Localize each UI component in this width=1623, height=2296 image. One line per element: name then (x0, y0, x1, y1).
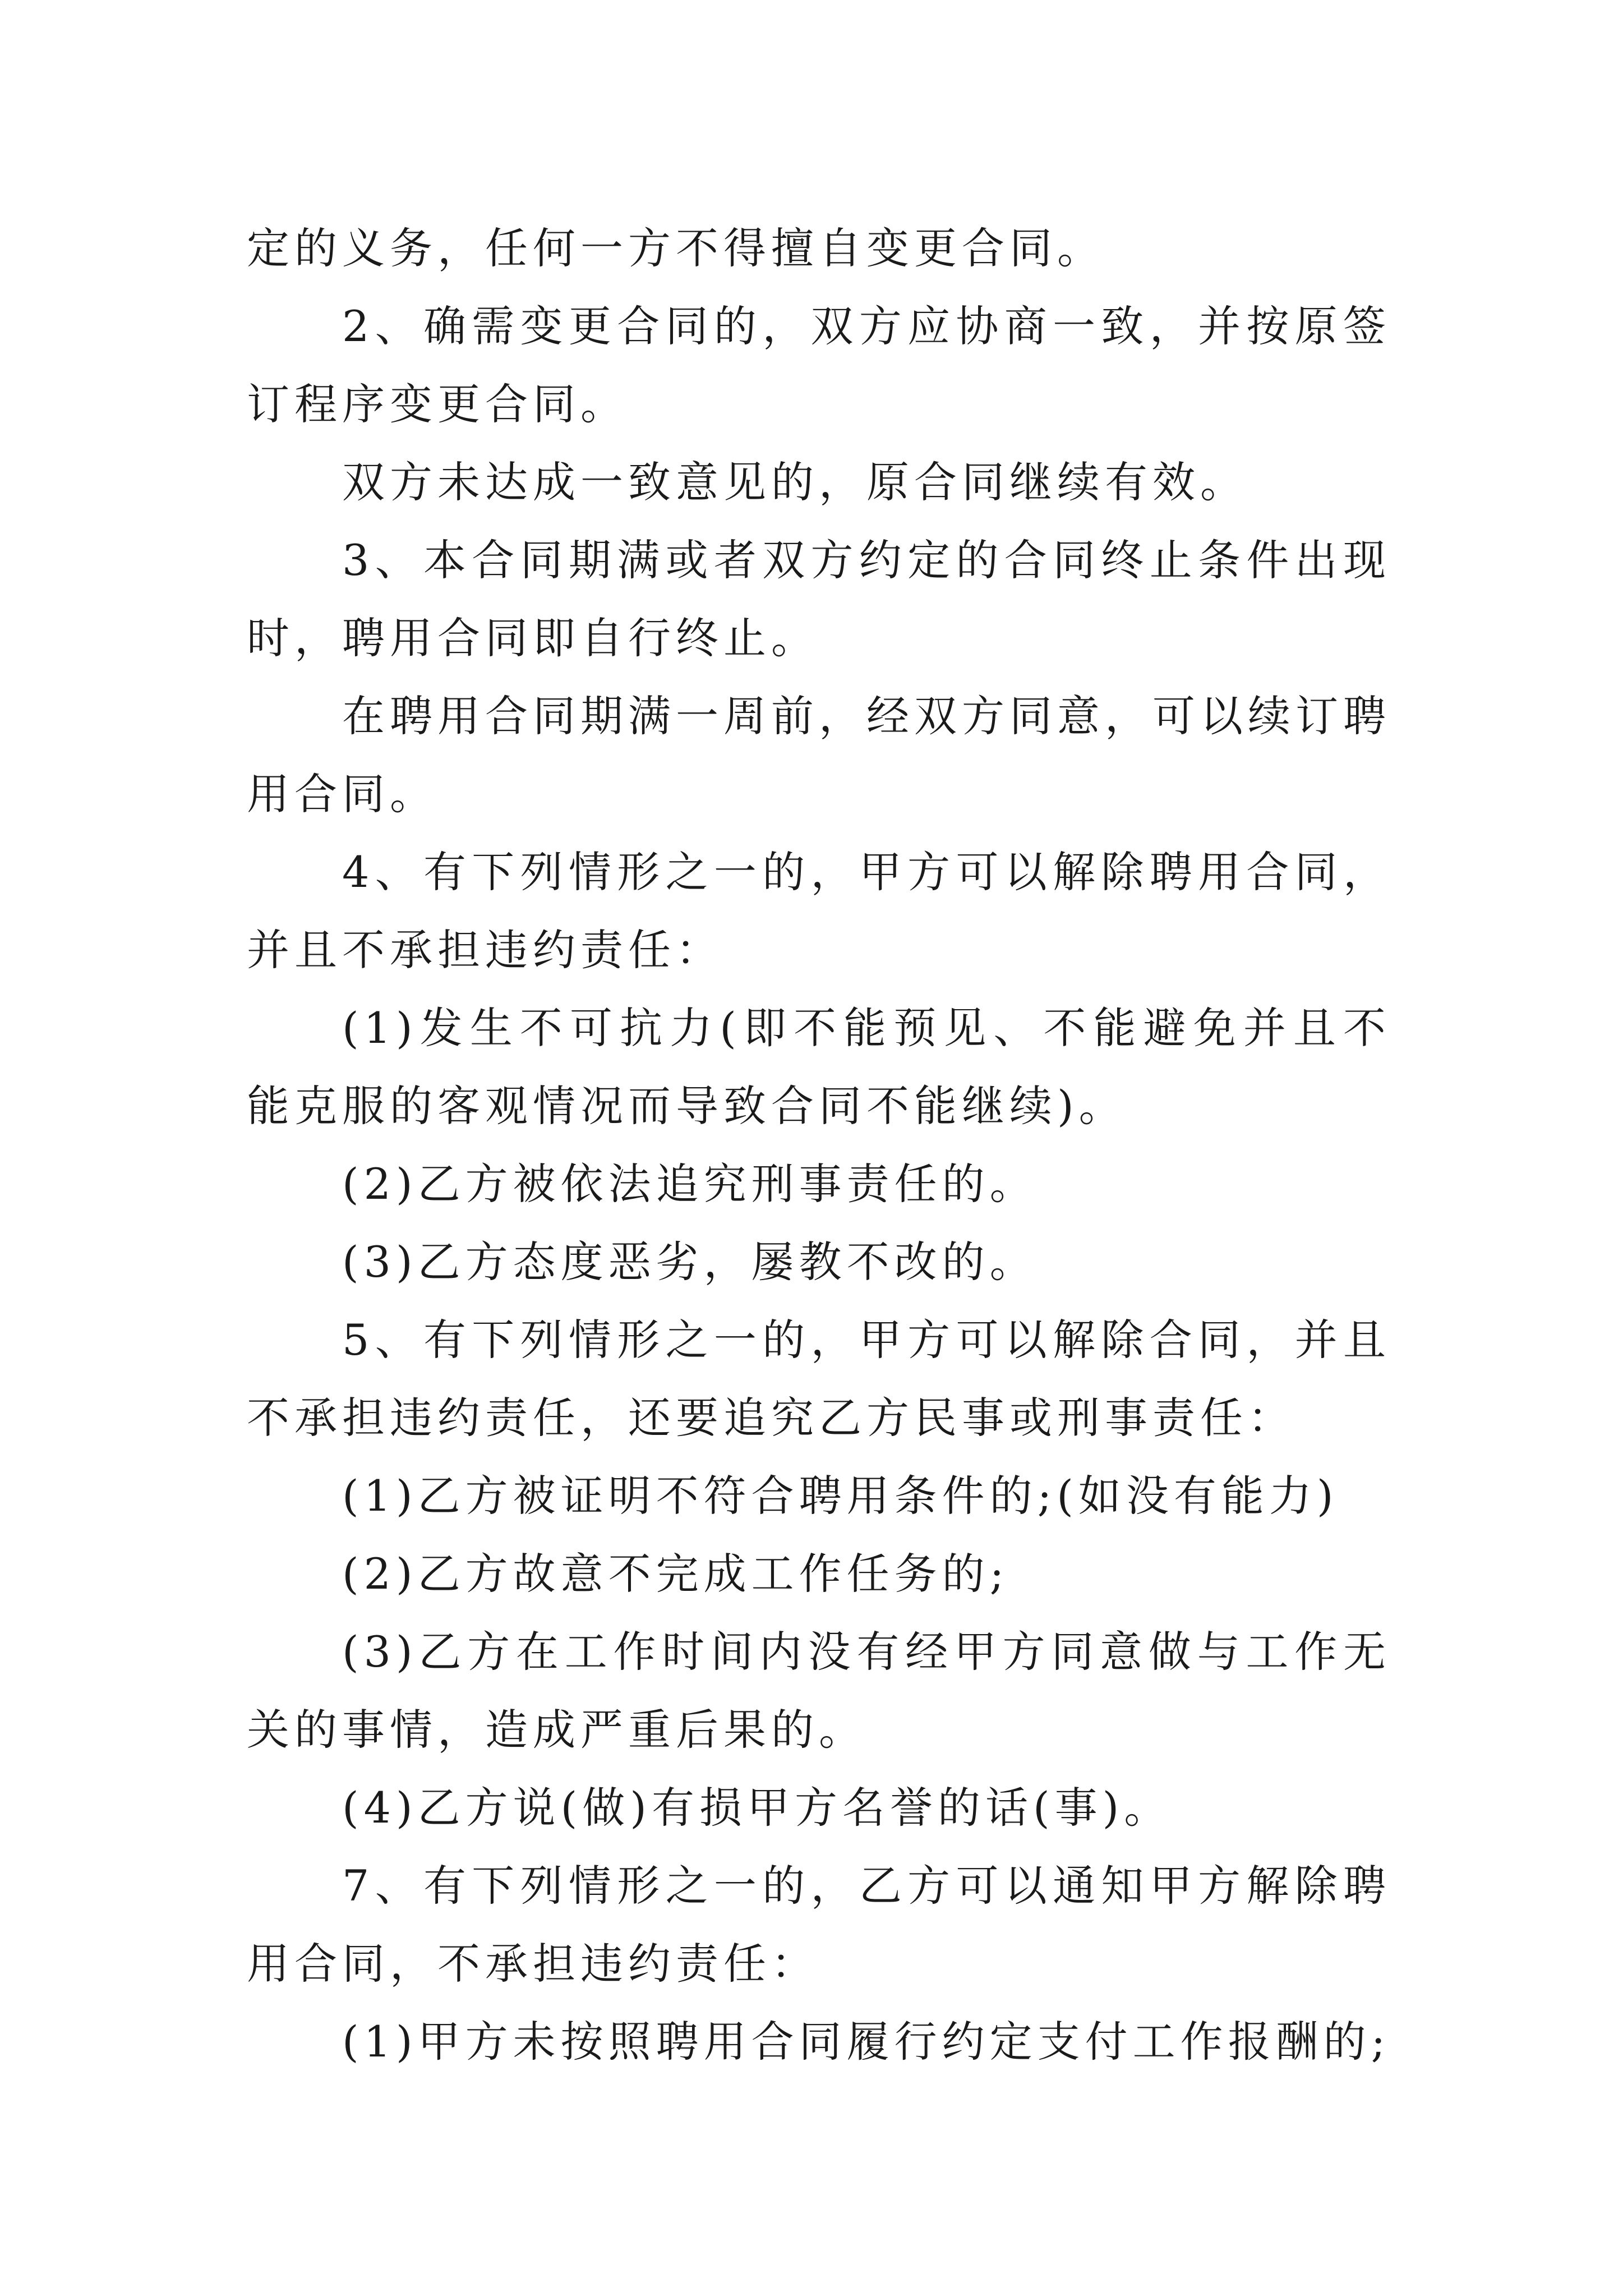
list-item-4-1: (1)发生不可抗力(即不能预见、不能避免并且不能克服的客观情况而导致合同不能继续)。 (247, 1003, 1391, 1131)
list-item-5-2: (2)乙方故意不完成工作任务的; (342, 1549, 1009, 1599)
list-item-4-3: (3)乙方态度恶劣，屡教不改的。 (342, 1237, 1038, 1287)
list-item-5-1: (1)乙方被证明不符合聘用条件的;(如没有能力) (342, 1471, 1339, 1521)
paragraph-clause-7: 7、有下列情形之一的，乙方可以通知甲方解除聘用合同，不承担违约责任： (247, 1861, 1391, 1989)
list-item-5-4: (4)乙方说(做)有损甲方名誉的话(事)。 (342, 1783, 1172, 1833)
paragraph-clause-5: 5、有下列情形之一的，甲方可以解除合同，并且不承担违约责任，还要追究乙方民事或刑事责任： (247, 1315, 1391, 1443)
paragraph-clause-2: 2、确需变更合同的，双方应协商一致，并按原签订程序变更合同。 (247, 301, 1391, 429)
paragraph-no-agreement: 双方未达成一致意见的，原合同继续有效。 (342, 457, 1248, 507)
paragraph-clause-4: 4、有下列情形之一的，甲方可以解除聘用合同，并且不承担违约责任： (247, 847, 1391, 975)
list-item-4-2: (2)乙方被依法追究刑事责任的。 (342, 1159, 1038, 1209)
list-item-5-3: (3)乙方在工作时间内没有经甲方同意做与工作无关的事情，造成严重后果的。 (247, 1627, 1391, 1755)
document-body (247, 209, 1391, 2081)
list-item-7-1: (1)甲方未按照聘用合同履行约定支付工作报酬的; (342, 2017, 1391, 2067)
paragraph-continuation: 定的义务，任何一方不得擅自变更合同。 (247, 223, 1105, 273)
paragraph-renewal: 在聘用合同期满一周前，经双方同意，可以续订聘用合同。 (247, 691, 1391, 819)
paragraph-clause-3: 3、本合同期满或者双方约定的合同终止条件出现时，聘用合同即自行终止。 (247, 535, 1391, 663)
